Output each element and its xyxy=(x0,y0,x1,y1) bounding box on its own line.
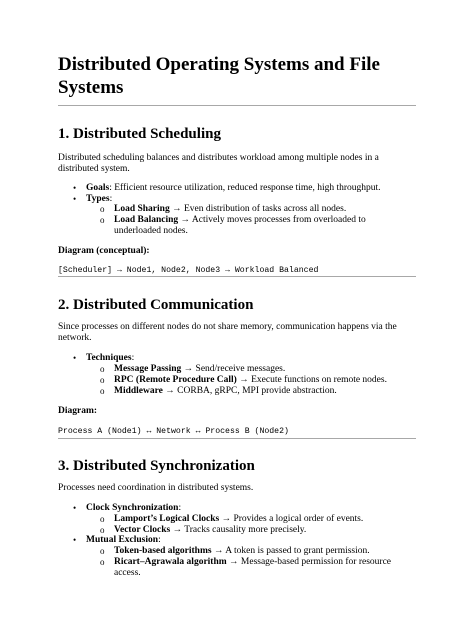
mutual-exclusion-label: Mutual Exclusion xyxy=(86,535,159,545)
communication-intro: Since processes on different nodes do not share memory, communication happens via the network. xyxy=(58,322,397,343)
code-divider xyxy=(58,276,416,277)
diagram-label-scheduling: Diagram (conceptual): xyxy=(58,246,150,256)
load-balancing-label: Load Balancing xyxy=(114,215,179,225)
technique-middleware xyxy=(114,386,414,397)
circle-bullet-icon: o xyxy=(100,557,105,567)
bullet-icon: • xyxy=(73,194,77,204)
circle-bullet-icon: o xyxy=(100,364,105,374)
clock-sync-item xyxy=(86,503,181,514)
circle-bullet-icon: o xyxy=(100,514,105,524)
rpc-text: → Execute functions on remote nodes. xyxy=(236,375,387,385)
circle-bullet-icon: o xyxy=(100,386,105,396)
load-sharing-text: → Even distribution of tasks across all nodes. xyxy=(169,204,347,214)
mutex-token-based xyxy=(114,546,394,557)
circle-bullet-icon: o xyxy=(100,525,105,535)
middleware-text: → CORBA, gRPC, MPI provide abstraction. xyxy=(162,386,337,396)
circle-bullet-icon: o xyxy=(100,215,105,225)
goals-item xyxy=(86,183,381,194)
section-heading-scheduling: 1. Distributed Scheduling xyxy=(58,126,221,142)
ricart-agrawala-label: Ricart–Agrawala algorithm xyxy=(114,557,227,567)
section-heading-synchronization: 3. Distributed Synchronization xyxy=(58,458,255,474)
technique-rpc xyxy=(114,375,414,386)
types-colon: : xyxy=(109,194,113,204)
message-passing-label: Message Passing xyxy=(114,364,182,374)
mutex-ricart-agrawala xyxy=(114,557,396,579)
section-heading-communication: 2. Distributed Communication xyxy=(58,297,254,313)
document-title: Distributed Operating Systems and File Systems xyxy=(58,54,380,98)
goals-label: Goals xyxy=(86,183,110,193)
bullet-icon: • xyxy=(73,535,77,545)
vector-clocks-text: → Tracks causality more precisely. xyxy=(170,525,307,535)
techniques-item xyxy=(86,353,134,364)
title-divider xyxy=(58,105,416,106)
code-divider xyxy=(58,438,416,439)
token-based-label: Token-based algorithms xyxy=(114,546,212,556)
mutual-exclusion-item xyxy=(86,535,161,546)
technique-message-passing xyxy=(114,364,384,375)
bullet-icon: • xyxy=(73,503,77,513)
rpc-label: RPC (Remote Procedure Call) xyxy=(114,375,237,385)
bullet-icon: • xyxy=(73,353,77,363)
synchronization-intro: Processes need coordination in distributed systems. xyxy=(58,483,254,493)
techniques-colon: : xyxy=(131,353,135,363)
type-load-sharing xyxy=(114,204,384,215)
types-label: Types xyxy=(86,194,110,204)
middleware-label: Middleware xyxy=(114,386,163,396)
lamport-text: → Provides a logical order of events. xyxy=(219,514,364,524)
load-sharing-label: Load Sharing xyxy=(114,204,170,214)
scheduling-intro: Distributed scheduling balances and distributes workload among multiple nodes in a distributed system. xyxy=(58,153,379,174)
vector-clocks-label: Vector Clocks xyxy=(114,525,171,535)
diagram-code-communication: Process A (Node1) ↔ Network ↔ Process B (Node2) xyxy=(58,427,289,436)
token-based-text: → A token is passed to grant permission. xyxy=(211,546,370,556)
message-passing-text: → Send/receive messages. xyxy=(181,364,286,374)
load-balancing-text: → Actively moves processes from overloaded to underloaded nodes. xyxy=(114,215,366,236)
clock-sync-colon: : xyxy=(178,503,182,513)
bullet-icon: • xyxy=(73,183,77,193)
circle-bullet-icon: o xyxy=(100,375,105,385)
lamport-label: Lamport’s Logical Clocks xyxy=(114,514,220,524)
goals-text: : Efficient resource utilization, reduced response time, high throughput. xyxy=(109,183,381,193)
clock-lamport xyxy=(114,514,394,525)
type-load-balancing xyxy=(114,215,376,237)
circle-bullet-icon: o xyxy=(100,546,105,556)
techniques-label: Techniques xyxy=(86,353,132,363)
circle-bullet-icon: o xyxy=(100,204,105,214)
mutual-exclusion-colon: : xyxy=(158,535,161,545)
diagram-label-communication: Diagram: xyxy=(58,406,98,416)
ricart-agrawala-text: → Message-based permission for resource access. xyxy=(114,557,392,578)
clock-sync-label: Clock Synchronization xyxy=(86,503,179,513)
diagram-code-scheduling: [Scheduler] → Node1, Node2, Node3 → Workload Balanced xyxy=(58,266,319,275)
